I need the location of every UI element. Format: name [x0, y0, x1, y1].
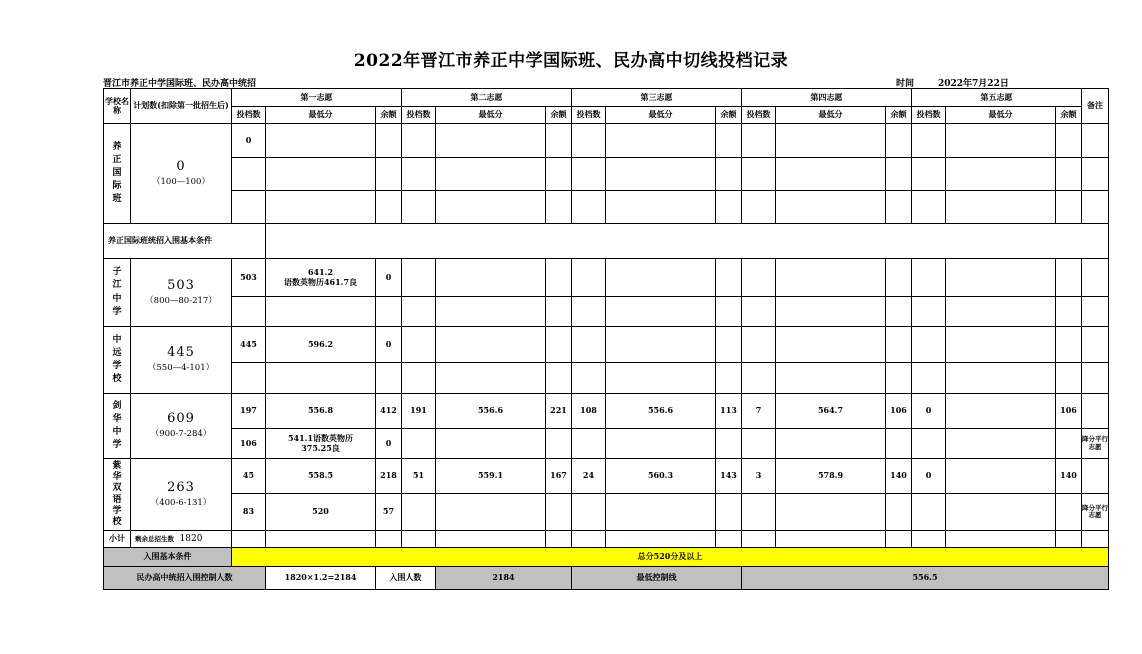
- cell: 560.3: [606, 459, 716, 494]
- header-wish1: 第一志愿: [232, 89, 402, 107]
- enter-value: 2184: [436, 567, 572, 590]
- cell: 167: [546, 459, 572, 494]
- time-label: 时间: [896, 79, 915, 89]
- cell: 106: [232, 429, 266, 459]
- cell: 556.6: [606, 394, 716, 429]
- cell: 140: [1056, 459, 1082, 494]
- school-name-zy: 中 远 学 校: [104, 327, 131, 394]
- cell: 556.6: [436, 394, 546, 429]
- cell: 596.2: [266, 327, 376, 363]
- header-remain: 余额: [886, 107, 912, 124]
- header-toudang: 投档数: [572, 107, 606, 124]
- note-jh: 降分平行志愿: [1082, 429, 1109, 459]
- cell: 83: [232, 494, 266, 531]
- cell: 106: [886, 394, 912, 429]
- time-value: 2022年7月22日: [938, 79, 1009, 89]
- cell: 520: [266, 494, 376, 531]
- cell: 197: [232, 394, 266, 429]
- sheet-subtitle: 晋江市养正中学国际班、民办高中统招: [103, 79, 257, 89]
- bottom-formula: 1820×1.2=2184: [266, 567, 376, 590]
- cell: 558.5: [266, 459, 376, 494]
- cell: 45: [232, 459, 266, 494]
- header-wish2: 第二志愿: [402, 89, 572, 107]
- header-minscore: 最低分: [436, 107, 546, 124]
- cell: 24: [572, 459, 606, 494]
- note-sy: 降分平行志愿: [1082, 494, 1109, 531]
- cell: 578.9: [776, 459, 886, 494]
- header-school: 学校名称: [104, 89, 131, 124]
- header-wish5: 第五志愿: [912, 89, 1082, 107]
- cell: 503: [232, 259, 266, 297]
- min-value: 556.5: [742, 567, 1109, 590]
- header-wish4: 第四志愿: [742, 89, 912, 107]
- cell: 218: [376, 459, 402, 494]
- plan-zj: 503 （800—80-217）: [131, 259, 232, 327]
- subtotal-remain: 剩余总招生数 1820: [131, 531, 232, 548]
- cell: 108: [572, 394, 606, 429]
- cell: 0: [912, 394, 946, 429]
- cell: [946, 459, 1056, 494]
- header-minscore: 最低分: [946, 107, 1056, 124]
- cell: 57: [376, 494, 402, 531]
- cell: 191: [402, 394, 436, 429]
- cell: 7: [742, 394, 776, 429]
- header-minscore: 最低分: [776, 107, 886, 124]
- min-label: 最低控制线: [572, 567, 742, 590]
- header-toudang: 投档数: [912, 107, 946, 124]
- school-name-sy: 紫 华 双 语 学 校: [104, 459, 131, 531]
- yz-basic-label: 养正国际班统招入围基本条件: [104, 224, 266, 259]
- header-remain: 余额: [716, 107, 742, 124]
- header-remain: 余额: [1056, 107, 1082, 124]
- basic-value: 总分520分及以上: [232, 548, 1109, 567]
- cell: 445: [232, 327, 266, 363]
- header-remain: 余额: [376, 107, 402, 124]
- subtotal-label: 小计: [104, 531, 131, 548]
- cell: 0: [376, 429, 402, 459]
- cell: 140: [886, 459, 912, 494]
- cell: 559.1: [436, 459, 546, 494]
- cell: 106: [1056, 394, 1082, 429]
- cell: 412: [376, 394, 402, 429]
- header-wish3: 第三志愿: [572, 89, 742, 107]
- cell: 556.8: [266, 394, 376, 429]
- cell: 0: [376, 259, 402, 297]
- page-title: 2022年晋江市养正中学国际班、民办高中切线投档记录: [353, 51, 789, 71]
- cell: 113: [716, 394, 742, 429]
- cell-score: 541.1语数英物历 375.25良: [266, 429, 376, 459]
- cell: 564.7: [776, 394, 886, 429]
- cell: 0: [912, 459, 946, 494]
- basic-label: 入围基本条件: [104, 548, 232, 567]
- cell: 221: [546, 394, 572, 429]
- enter-label: 入围人数: [376, 567, 436, 590]
- cell: 143: [716, 459, 742, 494]
- plan-sy: 263 （400-6-131）: [131, 459, 232, 531]
- cell: 3: [742, 459, 776, 494]
- cell: 51: [402, 459, 436, 494]
- header-toudang: 投档数: [232, 107, 266, 124]
- plan-zy: 445 （550—4-101）: [131, 327, 232, 394]
- header-remain: 余额: [546, 107, 572, 124]
- school-name-jh: 剑 华 中 学: [104, 394, 131, 459]
- cell: 0: [376, 327, 402, 363]
- bottom-label: 民办高中统招入围控制人数: [104, 567, 266, 590]
- header-minscore: 最低分: [606, 107, 716, 124]
- header-toudang: 投档数: [402, 107, 436, 124]
- header-note: 备注: [1082, 89, 1109, 124]
- plan-yz: 0 （100—100）: [131, 124, 232, 224]
- plan-jh: 609 （900-7-284）: [131, 394, 232, 459]
- cell: [946, 394, 1056, 429]
- school-name-yz: 养 正 国 际 班: [104, 124, 131, 224]
- cell: 0: [232, 124, 266, 158]
- cell-score: 641.2 语数英物历461.7良: [266, 259, 376, 297]
- header-minscore: 最低分: [266, 107, 376, 124]
- admission-table: [103, 88, 1109, 590]
- header-plan: 计划数(扣除第一批招生后): [131, 89, 232, 124]
- school-name-zj: 子 江 中 学: [104, 259, 131, 327]
- header-toudang: 投档数: [742, 107, 776, 124]
